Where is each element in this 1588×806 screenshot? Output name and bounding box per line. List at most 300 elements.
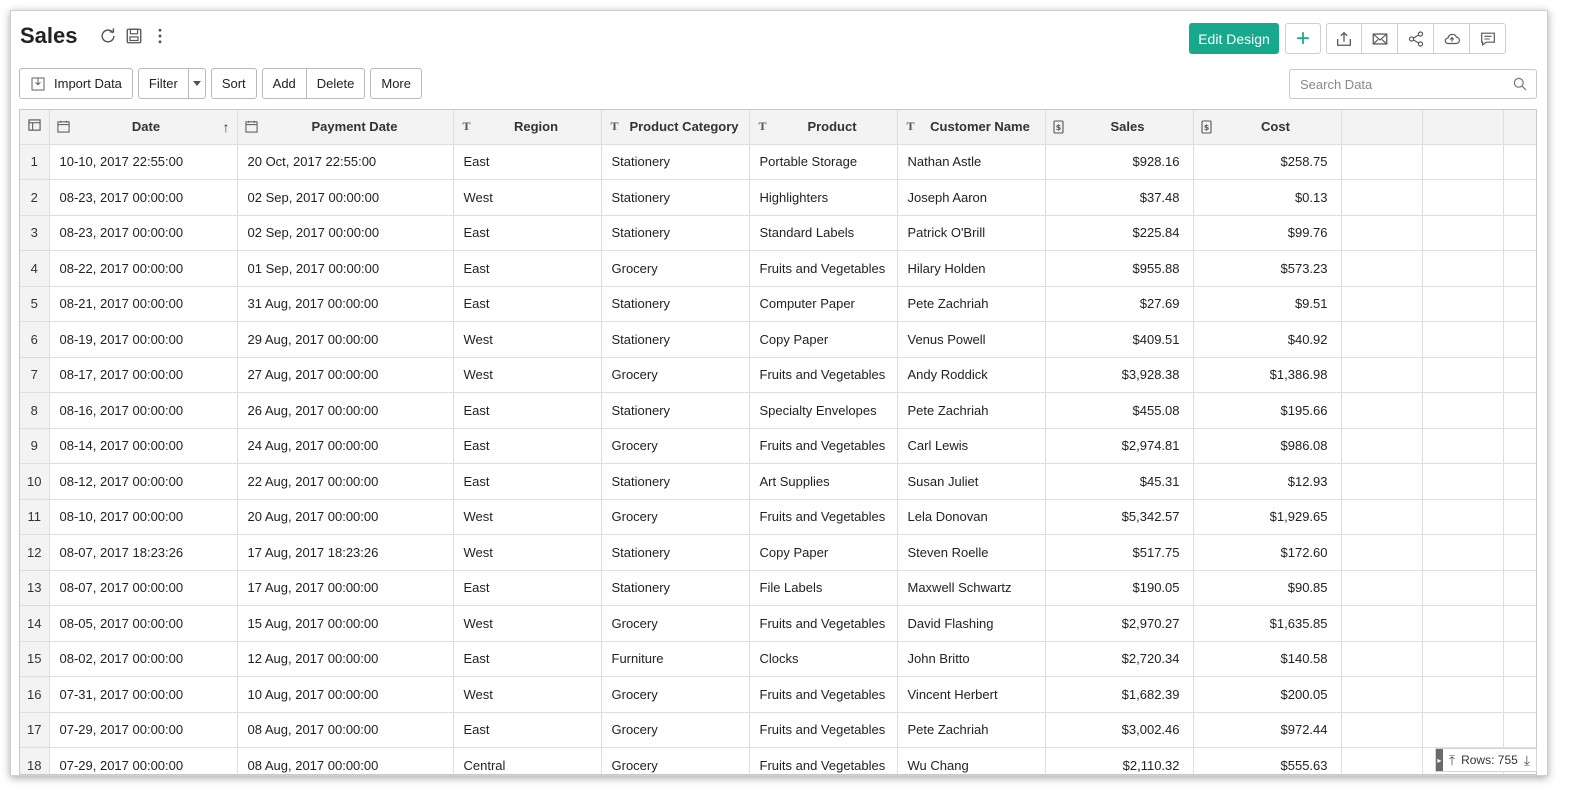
- edit-design-button[interactable]: Edit Design: [1189, 23, 1279, 54]
- share-icon: [1407, 30, 1425, 48]
- column-header-region[interactable]: [453, 110, 601, 144]
- table-cell[interactable]: $2,720.34: [1045, 641, 1193, 677]
- table-cell[interactable]: $195.66: [1193, 393, 1341, 429]
- table-cell[interactable]: 08-12, 2017 00:00:00: [49, 464, 237, 500]
- table-cell[interactable]: Copy Paper: [749, 322, 897, 358]
- table-cell[interactable]: Art Supplies: [749, 464, 897, 500]
- export-button[interactable]: [1326, 23, 1362, 54]
- column-header-sales[interactable]: [1045, 110, 1193, 144]
- calendar-icon: [245, 120, 258, 133]
- row-number-cell: 17: [20, 712, 49, 748]
- column-label: Payment Date: [311, 119, 398, 135]
- table-cell[interactable]: 17 Aug, 2017 00:00:00: [237, 570, 453, 606]
- svg-text:$: $: [1203, 122, 1209, 132]
- table-cell[interactable]: 17 Aug, 2017 18:23:26: [237, 535, 453, 571]
- table-cell[interactable]: File Labels: [749, 570, 897, 606]
- empty-cell: [1341, 535, 1422, 571]
- scroll-bottom-icon[interactable]: ⤓: [1523, 751, 1530, 768]
- table-cell[interactable]: 15 Aug, 2017 00:00:00: [237, 606, 453, 642]
- empty-cell: [1341, 357, 1422, 393]
- row-number-cell: 13: [20, 570, 49, 606]
- table-cell[interactable]: Furniture: [601, 641, 749, 677]
- empty-cell: [1503, 570, 1536, 606]
- table-cell[interactable]: $172.60: [1193, 535, 1341, 571]
- empty-cell: [1503, 251, 1536, 287]
- table-cell[interactable]: West: [453, 535, 601, 571]
- empty-cell: [1341, 499, 1422, 535]
- table-cell[interactable]: Stationery: [601, 393, 749, 429]
- more-vert-icon[interactable]: [151, 26, 169, 46]
- column-header-date[interactable]: [49, 110, 237, 144]
- table-cell[interactable]: Stationery: [601, 322, 749, 358]
- row-number-cell: 1: [20, 144, 49, 180]
- empty-cell: [1503, 641, 1536, 677]
- table-cell[interactable]: 24 Aug, 2017 00:00:00: [237, 428, 453, 464]
- more-button[interactable]: More: [370, 68, 422, 99]
- table-cell[interactable]: 07-31, 2017 00:00:00: [49, 677, 237, 713]
- table-cell[interactable]: West: [453, 322, 601, 358]
- table-cell[interactable]: Fruits and Vegetables: [749, 251, 897, 287]
- table-cell[interactable]: East: [453, 286, 601, 322]
- table-cell[interactable]: Central: [453, 748, 601, 776]
- table-cell[interactable]: Lela Donovan: [897, 499, 1045, 535]
- table-cell[interactable]: $0.13: [1193, 180, 1341, 216]
- table-cell[interactable]: 08 Aug, 2017 00:00:00: [237, 748, 453, 776]
- table-cell[interactable]: 10 Aug, 2017 00:00:00: [237, 677, 453, 713]
- table-cell[interactable]: East: [453, 641, 601, 677]
- table-cell[interactable]: Grocery: [601, 428, 749, 464]
- table-row[interactable]: [20, 322, 1536, 358]
- table-cell[interactable]: Specialty Envelopes: [749, 393, 897, 429]
- share-button[interactable]: [1398, 23, 1434, 54]
- table-cell[interactable]: Pete Zachriah: [897, 712, 1045, 748]
- table-cell[interactable]: $45.31: [1045, 464, 1193, 500]
- table-cell[interactable]: Fruits and Vegetables: [749, 357, 897, 393]
- table-cell[interactable]: 08-07, 2017 00:00:00: [49, 570, 237, 606]
- table-cell[interactable]: $3,928.38: [1045, 357, 1193, 393]
- table-cell[interactable]: 08-14, 2017 00:00:00: [49, 428, 237, 464]
- table-cell[interactable]: $258.75: [1193, 144, 1341, 180]
- table-cell[interactable]: 31 Aug, 2017 00:00:00: [237, 286, 453, 322]
- empty-cell: [1422, 641, 1503, 677]
- column-label: Product Category: [629, 119, 739, 135]
- app-window: [10, 10, 1548, 776]
- table-row[interactable]: [20, 499, 1536, 535]
- table-cell[interactable]: East: [453, 215, 601, 251]
- table-row[interactable]: [20, 641, 1536, 677]
- row-count-bar: [1435, 748, 1537, 772]
- table-cell[interactable]: $1,682.39: [1045, 677, 1193, 713]
- table-cell[interactable]: David Flashing: [897, 606, 1045, 642]
- column-label: Sales: [1110, 119, 1145, 135]
- table-cell[interactable]: Standard Labels: [749, 215, 897, 251]
- empty-cell: [1422, 251, 1503, 287]
- empty-cell: [1503, 712, 1536, 748]
- column-settings-icon: [28, 119, 41, 132]
- table-cell[interactable]: Grocery: [601, 748, 749, 776]
- empty-cell: [1503, 535, 1536, 571]
- svg-text:$: $: [1055, 122, 1061, 132]
- table-cell[interactable]: $190.05: [1045, 570, 1193, 606]
- table-cell[interactable]: Grocery: [601, 499, 749, 535]
- empty-cell: [1341, 570, 1422, 606]
- table-cell[interactable]: $2,110.32: [1045, 748, 1193, 776]
- column-header-customer-name[interactable]: [897, 110, 1045, 144]
- table-cell[interactable]: $9.51: [1193, 286, 1341, 322]
- title-actions: [99, 26, 169, 46]
- table-cell[interactable]: $573.23: [1193, 251, 1341, 287]
- table-cell[interactable]: $140.58: [1193, 641, 1341, 677]
- table-row[interactable]: [20, 535, 1536, 571]
- table-cell[interactable]: Grocery: [601, 606, 749, 642]
- column-label: Cost: [1261, 119, 1290, 135]
- table-cell[interactable]: Stationery: [601, 535, 749, 571]
- refresh-icon[interactable]: [99, 26, 117, 46]
- table-cell[interactable]: $12.93: [1193, 464, 1341, 500]
- row-number-cell: 18: [20, 748, 49, 776]
- table-cell[interactable]: Fruits and Vegetables: [749, 606, 897, 642]
- table-cell[interactable]: Hilary Holden: [897, 251, 1045, 287]
- filter-button[interactable]: Filter: [138, 68, 189, 99]
- empty-cell: [1422, 180, 1503, 216]
- table-cell[interactable]: $225.84: [1045, 215, 1193, 251]
- table-cell[interactable]: 27 Aug, 2017 00:00:00: [237, 357, 453, 393]
- data-grid: [19, 109, 1537, 775]
- empty-cell: [1422, 215, 1503, 251]
- plus-icon: +: [1295, 24, 1310, 52]
- table-cell[interactable]: $986.08: [1193, 428, 1341, 464]
- add-button[interactable]: [1285, 23, 1321, 54]
- empty-cell: [1422, 286, 1503, 322]
- row-number-cell: 16: [20, 677, 49, 713]
- row-number-cell: 8: [20, 393, 49, 429]
- row-number-cell: 9: [20, 428, 49, 464]
- table-cell[interactable]: 08-05, 2017 00:00:00: [49, 606, 237, 642]
- table-cell[interactable]: $3,002.46: [1045, 712, 1193, 748]
- table-cell[interactable]: Joseph Aaron: [897, 180, 1045, 216]
- table-cell[interactable]: Maxwell Schwartz: [897, 570, 1045, 606]
- select-all-cell[interactable]: [20, 110, 49, 144]
- table-cell[interactable]: $955.88: [1045, 251, 1193, 287]
- row-number-cell: 10: [20, 464, 49, 500]
- table-cell[interactable]: Andy Roddick: [897, 357, 1045, 393]
- empty-cell: [1422, 535, 1503, 571]
- table-row[interactable]: [20, 677, 1536, 713]
- data-toolbar: [19, 68, 427, 99]
- table-cell[interactable]: West: [453, 606, 601, 642]
- row-number-cell: 15: [20, 641, 49, 677]
- empty-cell: [1341, 180, 1422, 216]
- chevron-down-icon: [193, 81, 201, 86]
- table-cell[interactable]: Steven Roelle: [897, 535, 1045, 571]
- table-cell[interactable]: $40.92: [1193, 322, 1341, 358]
- currency-type-icon: [1053, 120, 1064, 134]
- table-row[interactable]: [20, 357, 1536, 393]
- table-cell[interactable]: 02 Sep, 2017 00:00:00: [237, 180, 453, 216]
- table-cell[interactable]: $409.51: [1045, 322, 1193, 358]
- empty-cell: [1422, 357, 1503, 393]
- scroll-top-icon[interactable]: ⤒: [1448, 751, 1456, 768]
- add-row-button[interactable]: Add: [262, 68, 307, 99]
- row-number-cell: 3: [20, 215, 49, 251]
- table-cell[interactable]: John Britto: [897, 641, 1045, 677]
- table-cell[interactable]: $90.85: [1193, 570, 1341, 606]
- table-cell[interactable]: 08-19, 2017 00:00:00: [49, 322, 237, 358]
- import-data-button[interactable]: [19, 68, 133, 99]
- table-cell[interactable]: 08-07, 2017 18:23:26: [49, 535, 237, 571]
- delete-row-button[interactable]: Delete: [307, 68, 366, 99]
- table-cell[interactable]: Stationery: [601, 144, 749, 180]
- table-cell[interactable]: 08-16, 2017 00:00:00: [49, 393, 237, 429]
- column-label: Product: [807, 119, 857, 135]
- table-cell[interactable]: $455.08: [1045, 393, 1193, 429]
- table-cell[interactable]: 22 Aug, 2017 00:00:00: [237, 464, 453, 500]
- table-cell[interactable]: East: [453, 428, 601, 464]
- table-cell[interactable]: $972.44: [1193, 712, 1341, 748]
- table-row[interactable]: [20, 286, 1536, 322]
- table-cell[interactable]: 08-21, 2017 00:00:00: [49, 286, 237, 322]
- sort-asc-icon[interactable]: ↑: [222, 118, 230, 135]
- table-cell[interactable]: 20 Oct, 2017 22:55:00: [237, 144, 453, 180]
- table-cell[interactable]: Fruits and Vegetables: [749, 677, 897, 713]
- row-number-cell: 6: [20, 322, 49, 358]
- empty-cell: [1422, 393, 1503, 429]
- empty-cell: [1341, 393, 1422, 429]
- table-cell[interactable]: Fruits and Vegetables: [749, 499, 897, 535]
- table-cell[interactable]: West: [453, 499, 601, 535]
- column-label: Customer Name: [930, 119, 1030, 135]
- empty-cell: [1341, 748, 1422, 776]
- table-cell[interactable]: $928.16: [1045, 144, 1193, 180]
- export-icon: [1335, 30, 1353, 48]
- table-cell[interactable]: Fruits and Vegetables: [749, 428, 897, 464]
- table-cell[interactable]: Grocery: [601, 712, 749, 748]
- table-cell[interactable]: 10-10, 2017 22:55:00: [49, 144, 237, 180]
- row-number-cell: 5: [20, 286, 49, 322]
- empty-cell: [1422, 677, 1503, 713]
- table-cell[interactable]: East: [453, 570, 601, 606]
- table-cell[interactable]: Stationery: [601, 464, 749, 500]
- table-cell[interactable]: $517.75: [1045, 535, 1193, 571]
- table-cell[interactable]: Stationery: [601, 570, 749, 606]
- empty-cell: [1503, 606, 1536, 642]
- table-cell[interactable]: Grocery: [601, 251, 749, 287]
- table-cell[interactable]: Fruits and Vegetables: [749, 748, 897, 776]
- filter-dropdown-button[interactable]: [189, 68, 206, 99]
- table-row[interactable]: [20, 393, 1536, 429]
- empty-column-header: [1503, 110, 1536, 144]
- email-button[interactable]: [1362, 23, 1398, 54]
- table-cell[interactable]: Pete Zachriah: [897, 286, 1045, 322]
- currency-type-icon: [1201, 120, 1212, 134]
- empty-cell: [1422, 570, 1503, 606]
- table-cell[interactable]: Nathan Astle: [897, 144, 1045, 180]
- table-cell[interactable]: $2,974.81: [1045, 428, 1193, 464]
- text-type-icon: T: [758, 119, 767, 134]
- table-cell[interactable]: Vincent Herbert: [897, 677, 1045, 713]
- table-cell[interactable]: $200.05: [1193, 677, 1341, 713]
- table-cell[interactable]: 08-17, 2017 00:00:00: [49, 357, 237, 393]
- cloud-button[interactable]: [1434, 23, 1470, 54]
- table-cell[interactable]: 08-22, 2017 00:00:00: [49, 251, 237, 287]
- table-cell[interactable]: $5,342.57: [1045, 499, 1193, 535]
- table-cell[interactable]: $1,929.65: [1193, 499, 1341, 535]
- table-cell[interactable]: $27.69: [1045, 286, 1193, 322]
- empty-cell: [1341, 251, 1422, 287]
- page-title: Sales: [20, 23, 78, 48]
- empty-cell: [1422, 428, 1503, 464]
- table-cell[interactable]: 20 Aug, 2017 00:00:00: [237, 499, 453, 535]
- table-cell[interactable]: East: [453, 464, 601, 500]
- table-cell[interactable]: Venus Powell: [897, 322, 1045, 358]
- save-icon[interactable]: [125, 26, 143, 46]
- empty-cell: [1503, 322, 1536, 358]
- table-row[interactable]: [20, 144, 1536, 180]
- table-cell[interactable]: 12 Aug, 2017 00:00:00: [237, 641, 453, 677]
- table-cell[interactable]: Fruits and Vegetables: [749, 712, 897, 748]
- table-cell[interactable]: 02 Sep, 2017 00:00:00: [237, 215, 453, 251]
- table-cell[interactable]: Copy Paper: [749, 535, 897, 571]
- row-count-label: Rows: 755: [1461, 753, 1518, 767]
- table-cell[interactable]: 01 Sep, 2017 00:00:00: [237, 251, 453, 287]
- text-type-icon: T: [462, 119, 471, 134]
- table-cell[interactable]: Portable Storage: [749, 144, 897, 180]
- table-cell[interactable]: 08 Aug, 2017 00:00:00: [237, 712, 453, 748]
- table-cell[interactable]: 26 Aug, 2017 00:00:00: [237, 393, 453, 429]
- text-type-icon: T: [610, 119, 619, 134]
- table-row[interactable]: [20, 428, 1536, 464]
- cloud-icon: [1443, 30, 1461, 48]
- column-header-product[interactable]: [749, 110, 897, 144]
- text-type-icon: T: [906, 119, 915, 134]
- header-row: [20, 110, 1536, 144]
- table-row[interactable]: [20, 251, 1536, 287]
- comment-button[interactable]: [1470, 23, 1506, 54]
- table-cell[interactable]: $99.76: [1193, 215, 1341, 251]
- table-cell[interactable]: 08-23, 2017 00:00:00: [49, 180, 237, 216]
- row-number-cell: 4: [20, 251, 49, 287]
- empty-cell: [1503, 357, 1536, 393]
- table-row[interactable]: [20, 748, 1536, 776]
- calendar-icon: [57, 120, 70, 133]
- table-cell[interactable]: Susan Juliet: [897, 464, 1045, 500]
- empty-cell: [1503, 144, 1536, 180]
- empty-cell: [1341, 144, 1422, 180]
- table-cell[interactable]: Stationery: [601, 215, 749, 251]
- search-box: [1289, 69, 1537, 99]
- empty-cell: [1422, 322, 1503, 358]
- table-cell[interactable]: Clocks: [749, 641, 897, 677]
- table-cell[interactable]: Highlighters: [749, 180, 897, 216]
- row-number-cell: 2: [20, 180, 49, 216]
- empty-cell: [1422, 499, 1503, 535]
- search-icon[interactable]: [1512, 76, 1528, 92]
- row-number-cell: 12: [20, 535, 49, 571]
- table-cell[interactable]: Stationery: [601, 286, 749, 322]
- table-cell[interactable]: $1,635.85: [1193, 606, 1341, 642]
- column-header-payment-date[interactable]: [237, 110, 453, 144]
- table-cell[interactable]: $2,970.27: [1045, 606, 1193, 642]
- table-row[interactable]: [20, 215, 1536, 251]
- empty-cell: [1422, 464, 1503, 500]
- empty-cell: [1422, 712, 1503, 748]
- search-input[interactable]: [1290, 76, 1512, 93]
- table-cell[interactable]: 07-29, 2017 00:00:00: [49, 712, 237, 748]
- empty-cell: [1503, 286, 1536, 322]
- empty-cell: [1341, 428, 1422, 464]
- table-cell[interactable]: $555.63: [1193, 748, 1341, 776]
- table-cell[interactable]: Carl Lewis: [897, 428, 1045, 464]
- empty-cell: [1503, 428, 1536, 464]
- header-icon-toolbar: [1285, 23, 1506, 54]
- table-row[interactable]: [20, 606, 1536, 642]
- collapse-handle[interactable]: ▸: [1436, 749, 1443, 771]
- table-cell[interactable]: $1,386.98: [1193, 357, 1341, 393]
- row-number-cell: 7: [20, 357, 49, 393]
- column-label: Region: [513, 119, 559, 135]
- email-icon: [1371, 30, 1389, 48]
- empty-cell: [1503, 499, 1536, 535]
- table-cell[interactable]: 29 Aug, 2017 00:00:00: [237, 322, 453, 358]
- table-cell[interactable]: East: [453, 712, 601, 748]
- table-cell[interactable]: West: [453, 677, 601, 713]
- table-cell[interactable]: Grocery: [601, 357, 749, 393]
- table-cell[interactable]: East: [453, 144, 601, 180]
- table-cell[interactable]: 08-23, 2017 00:00:00: [49, 215, 237, 251]
- empty-cell: [1341, 215, 1422, 251]
- table-cell[interactable]: East: [453, 393, 601, 429]
- empty-cell: [1503, 180, 1536, 216]
- table-cell[interactable]: Pete Zachriah: [897, 393, 1045, 429]
- table-body: [20, 144, 1536, 775]
- empty-cell: [1503, 464, 1536, 500]
- table-cell[interactable]: 07-29, 2017 00:00:00: [49, 748, 237, 776]
- table-row[interactable]: [20, 180, 1536, 216]
- import-data-label: Import Data: [54, 76, 122, 91]
- empty-cell: [1341, 322, 1422, 358]
- empty-cell: [1422, 144, 1503, 180]
- empty-cell: [1503, 393, 1536, 429]
- table-cell[interactable]: Computer Paper: [749, 286, 897, 322]
- table-cell[interactable]: Patrick O'Brill: [897, 215, 1045, 251]
- table-cell[interactable]: $37.48: [1045, 180, 1193, 216]
- table-row[interactable]: [20, 570, 1536, 606]
- table-cell[interactable]: East: [453, 251, 601, 287]
- column-header-cost[interactable]: [1193, 110, 1341, 144]
- table-cell[interactable]: West: [453, 357, 601, 393]
- comment-icon: [1479, 30, 1497, 48]
- table-cell[interactable]: Grocery: [601, 677, 749, 713]
- column-header-product-category[interactable]: [601, 110, 749, 144]
- empty-cell: [1341, 606, 1422, 642]
- empty-cell: [1503, 677, 1536, 713]
- empty-cell: [1341, 464, 1422, 500]
- table-cell[interactable]: 08-02, 2017 00:00:00: [49, 641, 237, 677]
- table-cell[interactable]: Stationery: [601, 180, 749, 216]
- table-cell[interactable]: Wu Chang: [897, 748, 1045, 776]
- import-icon: [30, 76, 46, 92]
- empty-column-header: [1422, 110, 1503, 144]
- sort-button[interactable]: Sort: [211, 68, 257, 99]
- column-label: Date: [131, 119, 161, 135]
- table-row[interactable]: [20, 464, 1536, 500]
- empty-cell: [1503, 215, 1536, 251]
- table-row[interactable]: [20, 712, 1536, 748]
- table-cell[interactable]: 08-10, 2017 00:00:00: [49, 499, 237, 535]
- row-number-cell: 11: [20, 499, 49, 535]
- table-cell[interactable]: West: [453, 180, 601, 216]
- row-number-cell: 14: [20, 606, 49, 642]
